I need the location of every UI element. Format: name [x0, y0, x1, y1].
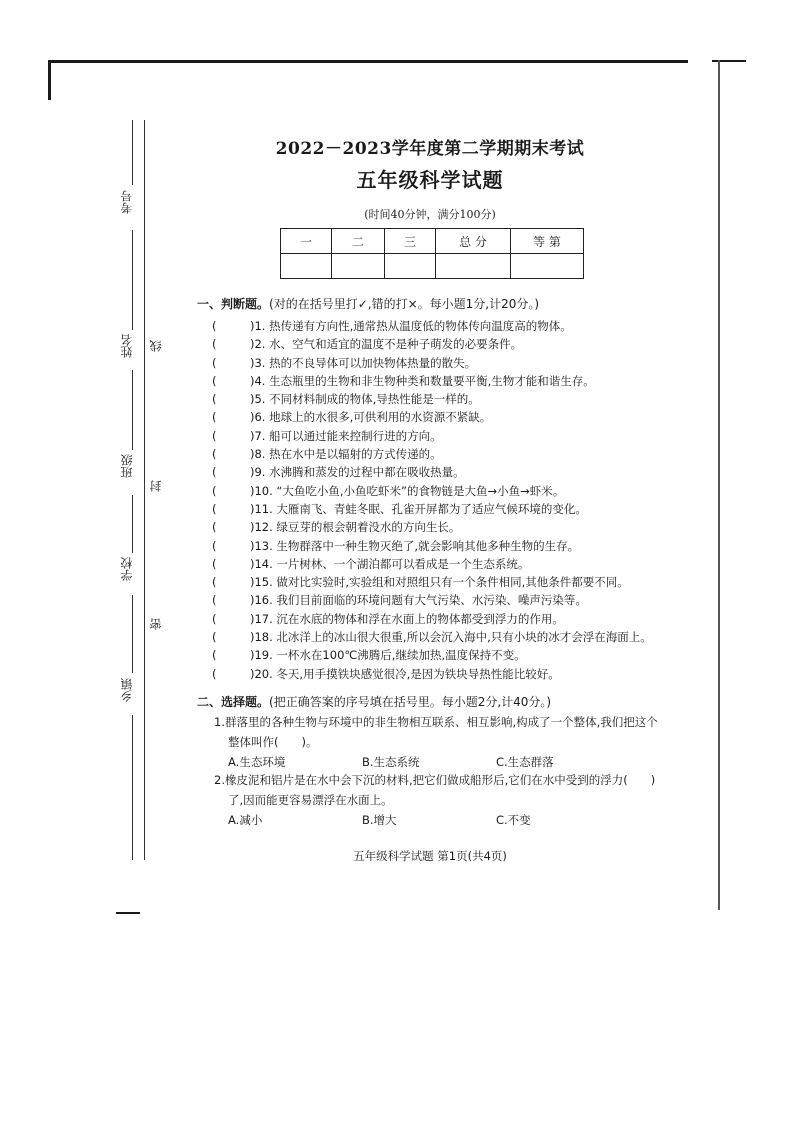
town-field	[120, 678, 134, 702]
answer-bracket[interactable]: (	[212, 666, 217, 681]
section1-heading: 一、判断题。(对的在括号里打✓,错的打×。每小题1分,计20分。)	[197, 297, 540, 311]
true-false-list	[212, 317, 692, 683]
item-text: )11. 大雁南飞、青蛙冬眠、孔雀开屏都为了适应气候环境的变化。	[250, 501, 587, 516]
name-label: 姓名	[120, 334, 134, 358]
option-c[interactable]: C.生态群落	[496, 755, 554, 769]
true-false-item	[212, 390, 692, 408]
name-underline	[132, 230, 133, 330]
item-text: )14. 一片树林、一个湖泊都可以看成是一个生态系统。	[250, 556, 530, 571]
answer-bracket[interactable]: (	[212, 538, 217, 553]
option-b[interactable]: B.增大	[362, 813, 397, 827]
time-note: (时间40分钟，满分100分)	[364, 208, 496, 221]
answer-bracket[interactable]: (	[212, 447, 217, 462]
item-text: )4. 生态瓶里的生物和非生物种类和数量要平衡,生物才能和谐生存。	[250, 373, 595, 388]
true-false-item	[212, 335, 692, 353]
item-text: )13. 生物群落中一种生物灭绝了,就会影响其他多种生物的生存。	[250, 538, 580, 553]
true-false-item	[212, 518, 692, 536]
true-false-item	[212, 408, 692, 426]
true-false-item	[212, 610, 692, 628]
answer-bracket[interactable]: (	[212, 611, 217, 626]
name-field	[120, 334, 134, 358]
true-false-item	[212, 665, 692, 683]
option-c[interactable]: C.不变	[496, 813, 531, 827]
true-false-item	[212, 427, 692, 445]
answer-bracket[interactable]: (	[212, 337, 217, 352]
answer-bracket[interactable]: (	[212, 556, 217, 571]
answer-bracket[interactable]: (	[212, 465, 217, 480]
score-table-blank-row	[281, 254, 584, 279]
score-table	[280, 228, 584, 279]
page-footer: 五年级科学试题 第1页(共4页)	[353, 849, 507, 863]
seal-seal-mark: 封	[149, 480, 163, 492]
choice-options-1	[228, 754, 630, 770]
answer-bracket[interactable]: (	[212, 648, 217, 663]
item-text: )5. 不同材料制成的物体,导热性能是一样的。	[250, 392, 480, 407]
answer-bracket[interactable]: (	[212, 630, 217, 645]
true-false-item	[212, 482, 692, 500]
answer-bracket[interactable]: (	[212, 501, 217, 516]
option-a[interactable]: A.生态环境	[228, 755, 286, 769]
class-underline	[132, 370, 133, 450]
item-text: )15. 做对比实验时,实验组和对照组只有一个条件相同,其他条件都要不同。	[250, 575, 629, 590]
score-header: 总 分	[436, 229, 511, 254]
true-false-item	[212, 537, 692, 555]
item-text: )16. 我们目前面临的环境问题有大气污染、水污染、噪声污染等。	[250, 593, 587, 608]
answer-bracket[interactable]: (	[212, 410, 217, 425]
item-text: )3. 热的不良导体可以加快物体热量的散失。	[250, 355, 477, 370]
seal-line-mark: 线	[149, 340, 163, 352]
true-false-item	[212, 354, 692, 372]
true-false-item	[212, 500, 692, 518]
school-field	[120, 557, 134, 581]
answer-bracket[interactable]: (	[212, 575, 217, 590]
score-header: 二	[332, 229, 385, 254]
exam-number-field	[120, 190, 134, 214]
exam-number-label: 考号	[120, 190, 134, 214]
item-text: )18. 北冰洋上的冰山很大很重,所以会沉入海中,只有小块的冰才会浮在海面上。	[250, 630, 652, 645]
score-cell[interactable]	[436, 254, 511, 279]
exam-title: 2022－2023学年度第二学期期末考试	[275, 139, 585, 159]
answer-bracket[interactable]: (	[212, 428, 217, 443]
choice-question-1	[214, 712, 674, 752]
item-text: )17. 沉在水底的物体和浮在水面上的物体都受到浮力的作用。	[250, 611, 564, 626]
school-label: 学校	[120, 557, 134, 581]
scan-corner-mark	[116, 912, 140, 914]
question-stem: 1.群落里的各种生物与环境中的非生物相互联系、相互影响,构成了一个整体,我们把这个	[214, 715, 658, 729]
class-label: 班级	[120, 454, 134, 478]
item-text: )10. “大鱼吃小鱼,小鱼吃虾米”的食物链是大鱼→小鱼→虾米。	[250, 483, 565, 498]
score-header: 一	[281, 229, 332, 254]
binding-dashed-line	[144, 120, 145, 860]
answer-bracket[interactable]: (	[212, 373, 217, 388]
true-false-item	[212, 463, 692, 481]
true-false-item	[212, 445, 692, 463]
score-table-header-row	[281, 229, 584, 254]
town-label: 乡镇	[120, 678, 134, 702]
subject-title: 五年级科学试题	[356, 168, 504, 192]
score-cell[interactable]	[385, 254, 436, 279]
item-text: )9. 水沸腾和蒸发的过程中都在吸收热量。	[250, 465, 465, 480]
item-text: )7. 船可以通过能来控制行进的方向。	[250, 428, 442, 443]
true-false-item	[212, 591, 692, 609]
score-cell[interactable]	[511, 254, 584, 279]
question-stem: 了,因而能更容易漂浮在水面上。	[228, 793, 393, 807]
scan-border-right	[718, 60, 720, 910]
score-cell[interactable]	[281, 254, 332, 279]
seal-secret-mark: 密	[149, 618, 163, 630]
answer-bracket[interactable]: (	[212, 520, 217, 535]
score-header: 三	[385, 229, 436, 254]
answer-bracket[interactable]: (	[212, 392, 217, 407]
score-cell[interactable]	[332, 254, 385, 279]
school-underline	[132, 495, 133, 553]
question-stem[interactable]: 2.橡皮泥和铝片是在水中会下沉的材料,把它们做成船形后,它们在水中受到的浮力( )	[214, 773, 656, 787]
true-false-item	[212, 573, 692, 591]
choice-options-2	[228, 812, 630, 828]
town-underline	[132, 595, 133, 673]
true-false-item	[212, 628, 692, 646]
scan-border-top	[48, 60, 688, 63]
scan-border-left	[48, 60, 51, 100]
choice-question-2	[214, 770, 674, 810]
item-text: )19. 一杯水在100℃沸腾后,继续加热,温度保持不变。	[250, 648, 526, 663]
option-b[interactable]: B.生态系统	[362, 755, 420, 769]
option-a[interactable]: A.减小	[228, 813, 263, 827]
exam-number-underline	[132, 120, 133, 185]
item-text: )8. 热在水中是以辐射的方式传递的。	[250, 447, 442, 462]
town-underline-lower	[132, 715, 133, 860]
answer-bracket[interactable]: (	[212, 355, 217, 370]
item-text: )2. 水、空气和适宜的温度不是种子萌发的必要条件。	[250, 337, 523, 352]
true-false-item	[212, 372, 692, 390]
item-text: )1. 热传递有方向性,通常热从温度低的物体传向温度高的物体。	[250, 319, 572, 333]
item-text: )12. 绿豆芽的根会朝着没水的方向生长。	[250, 520, 461, 535]
score-header: 等 第	[511, 229, 584, 254]
item-text: )20. 冬天,用手摸铁块感觉很冷,是因为铁块导热性能比较好。	[250, 666, 560, 681]
answer-bracket[interactable]: (	[212, 319, 217, 333]
true-false-item	[212, 646, 692, 664]
true-false-item	[212, 555, 692, 573]
section2-heading: 二、选择题。(把正确答案的序号填在括号里。每小题2分,计40分。)	[197, 695, 552, 709]
true-false-item	[212, 317, 692, 335]
answer-bracket[interactable]: (	[212, 593, 217, 608]
item-text: )6. 地球上的水很多,可供利用的水资源不紧缺。	[250, 410, 492, 425]
class-field	[120, 454, 134, 478]
answer-bracket[interactable]: (	[212, 483, 217, 498]
question-stem[interactable]: 整体叫作( )。	[228, 735, 318, 749]
